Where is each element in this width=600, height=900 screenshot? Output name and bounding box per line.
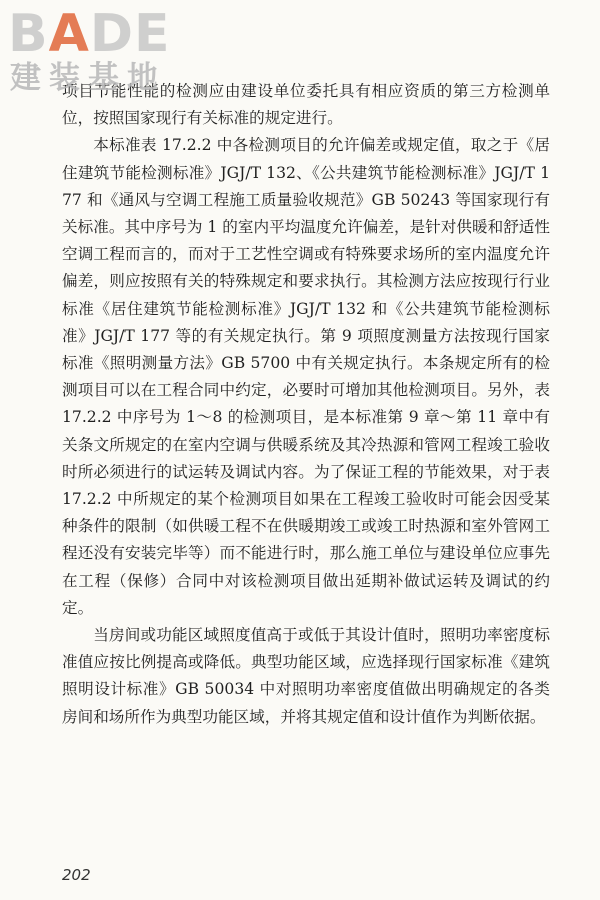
watermark-cjk: 建装基地: [10, 60, 166, 96]
paragraph-continued: 项目节能性能的检测应由建设单位委托具有相应资质的第三方检测单位，按照国家现行有关标准的规定进行。: [62, 82, 550, 128]
body-text: [62, 78, 550, 731]
paragraph-test-items: 本标准表 17.2.2 中各检测项目的允许偏差或规定值，取之于《居住建筑节能检测标准》JGJ/T 132、《公共建筑节能检测标准》JGJ/T 177 和《通风与空调工程施工质量验收规范》GB 50243 等国家现行有关标准。其中序号为 1 的室内平均温度允许偏差，是针对供暖和舒适性空调工程而言的，而对于工艺性空调或有特殊要求场所的室内温度允许偏差，则应按照有关的特殊规定和要求执行。其检测方法应按现行行业标准《居住建筑节能检测标准》JGJ/T 132 和《公共建筑节能检测标准》JGJ/T 177 等的有关规定执行。第 9 项照度测量方法按现行国家标准《照明测量方法》GB 5700 中有关规定执行。本条规定所有的检测项目可以在工程合同中约定，必要时可增加其他检测项目。另外，表 17.2.2 中序号为 1～8 的检测项目，是本标准第 9 章～第 11 章中有关条文所规定的在室内空调与供暖系统及其冷热源和管网工程竣工验收时所必须进行的试运转及调试内容。为了保证工程的节能效果，对于表 17.2.2 中所规定的某个检测项目如果在工程竣工验收时可能会因受某种条件的限制（如供暖工程不在供暖期竣工或竣工时热源和室外管网工程还没有安装完毕等）而不能进行时，那么施工单位与建设单位应事先在工程（保修）合同中对该检测项目做出延期补做试运转及调试的约定。: [62, 136, 550, 617]
watermark-latin-text: BADE: [8, 4, 171, 64]
page-number: 202: [62, 866, 91, 884]
paragraph-lighting-density: 当房间或功能区域照度值高于或低于其设计值时，照明功率密度标准值应按比例提高或降低。典型功能区域，应选择现行国家标准《建筑照明设计标准》GB 50034 中对照明功率密度值做出明确规定的各类房间和场所作为典型功能区域，并将其规定值和设计值作为判断依据。: [62, 626, 550, 726]
watermark-latin: [8, 4, 171, 64]
watermark-logo: [8, 4, 178, 104]
